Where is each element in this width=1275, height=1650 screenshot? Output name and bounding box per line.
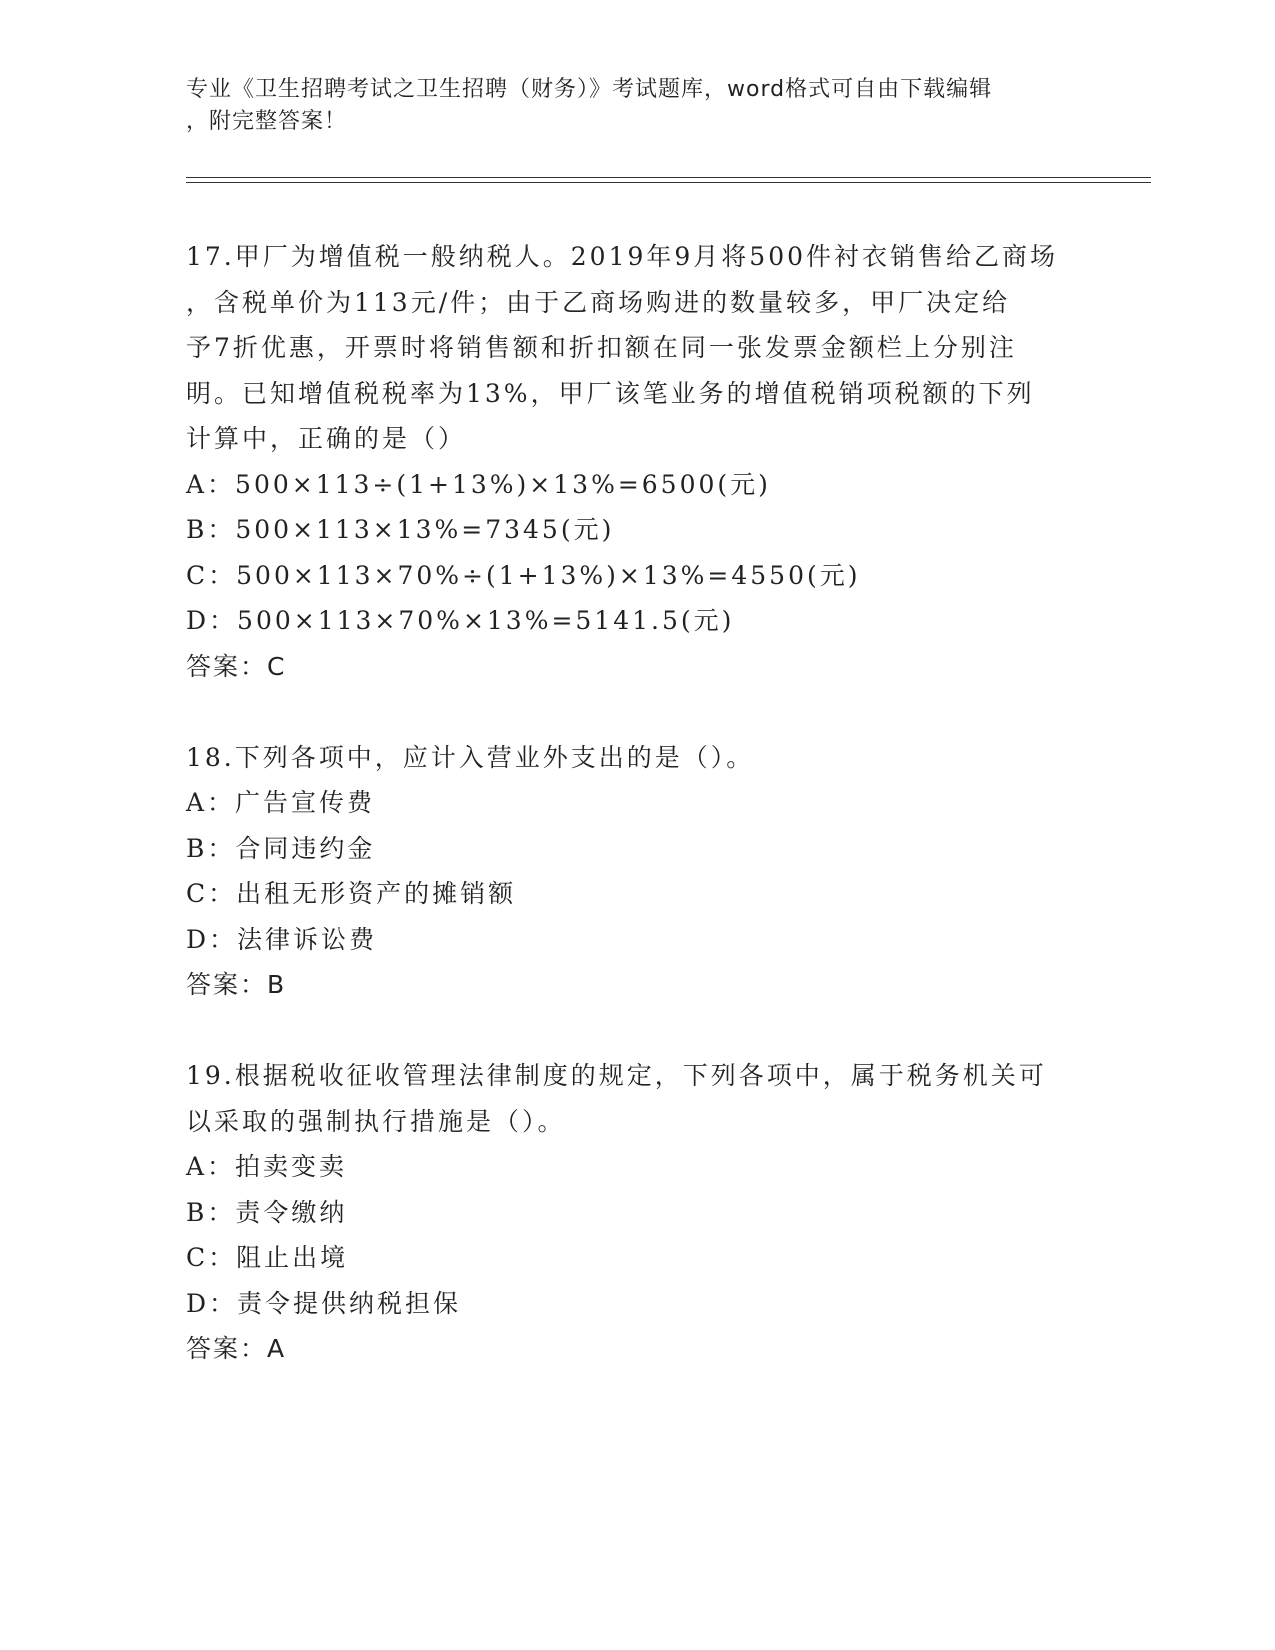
- stem-line: 予7折优惠，开票时将销售额和折扣额在同一张发票金额栏上分别注: [186, 333, 1017, 362]
- question-19: [186, 1053, 1086, 1372]
- option-d: D：500×113×70%×13%=5141.5(元): [186, 606, 735, 635]
- header-divider-bottom: [186, 182, 1151, 183]
- option-a: A：500×113÷(1+13%)×13%=6500(元): [186, 469, 771, 499]
- option-b: B：责令缴纳: [186, 1197, 348, 1227]
- stem-line: 19.根据税收征收管理法律制度的规定，下列各项中，属于税务机关可: [186, 1061, 1047, 1090]
- question-stem: [186, 1053, 1086, 1144]
- question-18: [186, 735, 1086, 1008]
- option-a: A：广告宣传费: [186, 788, 376, 817]
- stem-line: 17.甲厂为增值税一般纳税人。2019年9月将500件衬衣销售给乙商场: [186, 242, 1059, 271]
- question-spacer: [186, 1008, 1086, 1054]
- answer: 答案：C: [186, 651, 287, 681]
- document-header: [186, 74, 1066, 138]
- question-17: [186, 234, 1086, 689]
- answer: 答案：B: [186, 970, 287, 999]
- option-c: C：500×113×70%÷(1+13%)×13%=4550(元): [186, 560, 861, 590]
- question-stem: [186, 735, 1086, 781]
- option-b: B：合同违约金: [186, 833, 376, 863]
- header-divider-top: [186, 177, 1151, 178]
- question-stem: [186, 234, 1086, 462]
- option-a: A：拍卖变卖: [186, 1152, 348, 1181]
- answer: 答案：A: [186, 1334, 287, 1363]
- stem-line: 明。已知增值税税率为13%，甲厂该笔业务的增值税销项税额的下列: [186, 378, 1035, 408]
- option-c: C：出租无形资产的摊销额: [186, 879, 517, 908]
- stem-line: 18.下列各项中，应计入营业外支出的是（）。: [186, 742, 755, 772]
- stem-line: ，含税单价为113元/件；由于乙商场购进的数量较多，甲厂决定给: [186, 287, 1011, 317]
- option-d: D：责令提供纳税担保: [186, 1288, 462, 1318]
- question-list: [186, 234, 1086, 1372]
- option-c: C：阻止出境: [186, 1243, 349, 1272]
- stem-line: 以采取的强制执行措施是（）。: [186, 1106, 566, 1136]
- header-line-2: ，附完整答案！: [186, 109, 348, 134]
- question-spacer: [186, 689, 1086, 735]
- option-b: B：500×113×13%=7345(元): [186, 515, 615, 544]
- header-line-1: 专业《卫生招聘考试之卫生招聘（财务）》考试题库，word格式可自由下载编辑: [186, 77, 993, 102]
- stem-line: 计算中，正确的是（）: [186, 424, 467, 453]
- option-d: D：法律诉讼费: [186, 924, 378, 954]
